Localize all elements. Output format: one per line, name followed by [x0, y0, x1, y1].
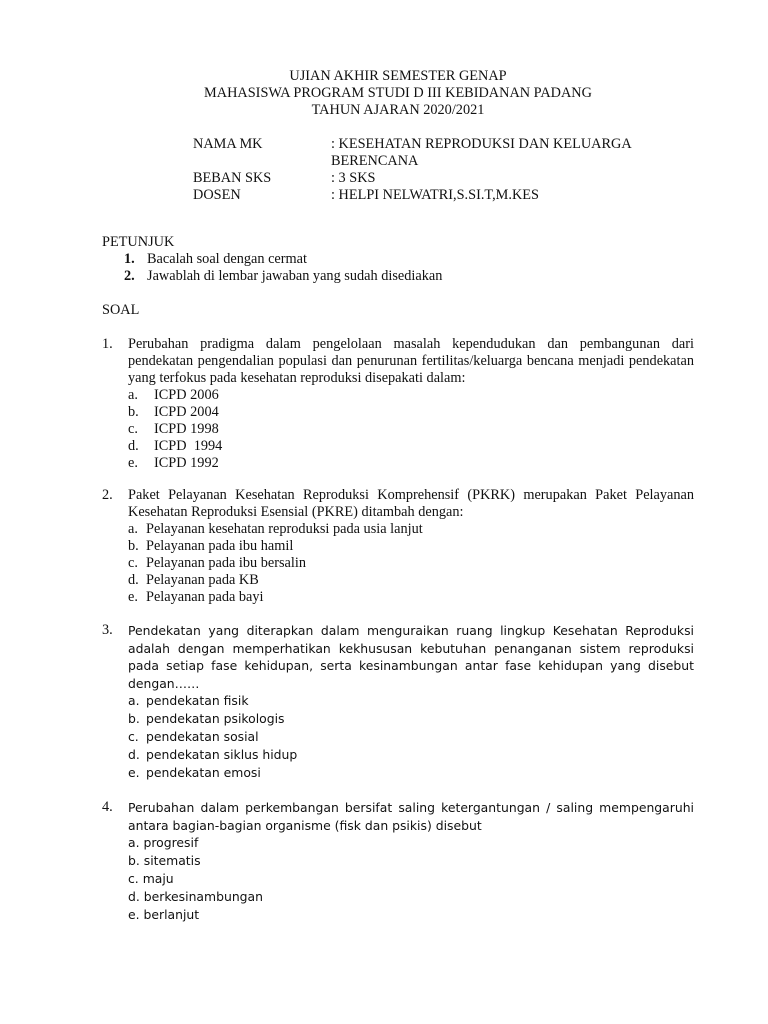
option-letter: e. [128, 765, 140, 780]
instructions-title: PETUNJUK [102, 234, 175, 250]
option-item [128, 728, 694, 746]
option-item [128, 572, 694, 589]
option-item [128, 521, 694, 538]
option-item [128, 421, 694, 438]
option-item [128, 834, 694, 852]
question-1 [102, 336, 694, 472]
option-text: ICPD 1992 [154, 455, 219, 471]
question-text: Perubahan pradigma dalam pengelolaan masalah kependudukan dan pembangunan dari pendekatan pengendalian populasi dan penurunan fertilitas/keluarga bencana menjadi pendekatan yang terfokus pada kesehatan reproduksi disepakati dalam: [128, 336, 694, 386]
option-item [128, 764, 694, 782]
option-letter: a. [128, 521, 138, 537]
option-letter: b. [128, 711, 140, 726]
info-value: : HELPI NELWATRI,S.SI.T,M.KES [331, 187, 539, 203]
question-text: Paket Pelayanan Kesehatan Reproduksi Komprehensif (PKRK) merupakan Paket Pelayanan Kesehatan Reproduksi Esensial (PKRE) ditambah dengan: [128, 487, 694, 520]
option-item [128, 404, 694, 421]
option-text: Pelayanan pada bayi [146, 589, 264, 605]
option-text: c. maju [128, 871, 174, 886]
option-item [128, 538, 694, 555]
option-item [128, 906, 694, 924]
option-list [128, 692, 694, 782]
option-text: e. berlanjut [128, 907, 200, 922]
program-title: MAHASISWA PROGRAM STUDI D III KEBIDANAN PADANG [204, 85, 592, 101]
option-text: a. progresif [128, 835, 199, 850]
option-text: pendekatan fisik [146, 693, 249, 708]
option-text: pendekatan psikologis [146, 711, 285, 726]
option-text: ICPD 1998 [154, 421, 219, 437]
option-text: pendekatan sosial [146, 729, 259, 744]
option-text: Pelayanan pada KB [146, 572, 259, 588]
option-item [128, 589, 694, 606]
option-item [128, 387, 694, 404]
instruction-text: Jawablah di lembar jawaban yang sudah disediakan [147, 268, 443, 284]
instruction-number: 1. [124, 251, 135, 267]
option-letter: a. [128, 693, 140, 708]
option-letter: e. [128, 455, 138, 471]
instruction-item [102, 251, 307, 268]
option-text: pendekatan emosi [146, 765, 261, 780]
option-item [128, 455, 694, 472]
option-list [128, 521, 694, 606]
question-text: Pendekatan yang diterapkan dalam menguraikan ruang lingkup Kesehatan Reproduksi adalah dengan memperhatikan kekhususan kebutuhan penanganan sistem reproduksi pada setiap fase kehidupan, serta kesinambungan antar fase kehidupan yang disebut dengan…… [128, 623, 694, 691]
question-number: 3. [102, 622, 113, 638]
option-item [128, 438, 694, 455]
option-letter: b. [128, 404, 139, 420]
option-item [128, 870, 694, 888]
option-item [128, 852, 694, 870]
info-value: : KESEHATAN REPRODUKSI DAN KELUARGA BERENCANA [331, 136, 639, 169]
exam-header [0, 68, 768, 119]
option-text: b. sitematis [128, 853, 201, 868]
option-text: pendekatan siklus hidup [146, 747, 298, 762]
option-letter: c. [128, 729, 139, 744]
option-list [128, 387, 694, 472]
option-letter: c. [128, 421, 138, 437]
info-value: : 3 SKS [331, 170, 376, 186]
option-list [128, 834, 694, 924]
option-letter: d. [128, 438, 139, 454]
option-text: ICPD 2006 [154, 387, 219, 403]
questions-title: SOAL [102, 302, 140, 318]
question-2 [102, 487, 694, 606]
exam-title: UJIAN AKHIR SEMESTER GENAP [289, 68, 507, 84]
option-item [128, 746, 694, 764]
option-text: Pelayanan kesehatan reproduksi pada usia lanjut [146, 521, 423, 537]
option-letter: d. [128, 747, 140, 762]
option-text: Pelayanan pada ibu hamil [146, 538, 294, 554]
option-item [128, 710, 694, 728]
question-number: 1. [102, 336, 113, 352]
instruction-item [102, 268, 443, 285]
instruction-text: Bacalah soal dengan cermat [147, 251, 307, 267]
instruction-number: 2. [124, 268, 135, 284]
academic-year: TAHUN AJARAN 2020/2021 [311, 102, 485, 118]
question-number: 2. [102, 487, 113, 503]
option-item [128, 555, 694, 572]
question-number: 4. [102, 799, 113, 815]
info-label: DOSEN [193, 187, 241, 203]
info-label: BEBAN SKS [193, 170, 272, 186]
option-text: d. berkesinambungan [128, 889, 263, 904]
question-3 [102, 622, 694, 782]
option-text: Pelayanan pada ibu bersalin [146, 555, 306, 571]
option-item [128, 888, 694, 906]
question-text: Perubahan dalam perkembangan bersifat saling ketergantungan / saling mempengaruhi antara bagian-bagian organisme (fisk dan psikis) disebut [128, 800, 694, 833]
info-label: NAMA MK [193, 136, 263, 152]
option-letter: c. [128, 555, 138, 571]
option-item [128, 692, 694, 710]
option-letter: e. [128, 589, 138, 605]
option-text: ICPD 2004 [154, 404, 219, 420]
question-4 [102, 799, 694, 924]
option-text: ICPD 1994 [154, 438, 223, 454]
option-letter: d. [128, 572, 139, 588]
option-letter: a. [128, 387, 138, 403]
option-letter: b. [128, 538, 139, 554]
instructions [102, 234, 443, 285]
